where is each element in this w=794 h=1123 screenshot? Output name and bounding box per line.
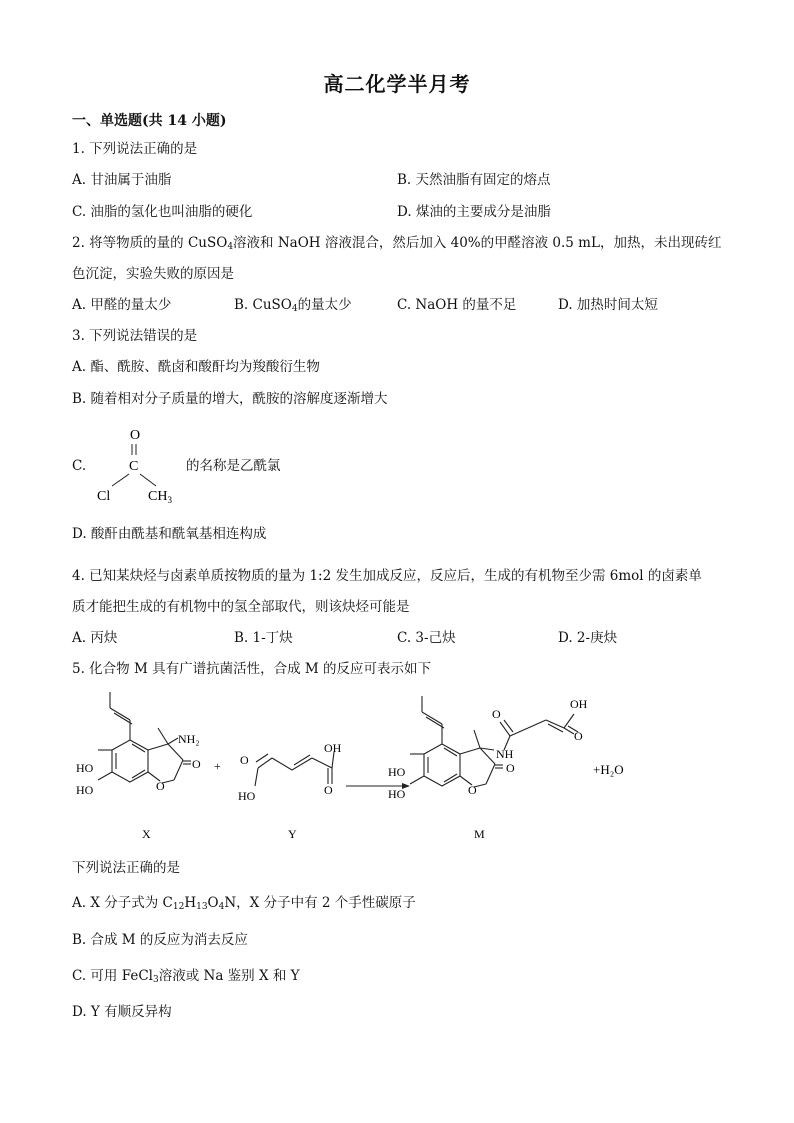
q2-stem: 2. 将等物质的量的 CuSO$_4$溶液和 NaOH 溶液混合，然后加入 40%的甲醛溶液 0.5 mL，加热，未出现砖红 <box>72 235 722 252</box>
q1-stem: 1. 下列说法正确的是 <box>72 141 198 157</box>
q4-stem-line2: 质才能把生成的有机物中的氢全部取代，则该炔烃可能是 <box>72 599 410 615</box>
q4-option-c: C. 3-己炔 <box>397 630 456 646</box>
q3-option-c-text: 的名称是乙酰氯 <box>186 458 281 474</box>
q3-option-b: B. 随着相对分子质量的增大，酰胺的溶解度逐渐增大 <box>72 391 388 407</box>
m-ho-bottom: HO <box>388 787 406 801</box>
q4-option-a: A. 丙炔 <box>72 630 118 646</box>
q2-option-b: B. CuSO$_4$的量太少 <box>234 297 352 314</box>
q3-option-c-label: C. <box>72 458 87 474</box>
q2-option-c: C. NaOH 的量不足 <box>397 297 517 313</box>
q5-option-d: D. Y 有顺反异构 <box>72 1004 172 1020</box>
q2-option-d: D. 加热时间太短 <box>558 297 658 313</box>
x-carbonyl-o: O <box>192 757 201 771</box>
q3-stem: 3. 下列说法错误的是 <box>72 328 198 344</box>
m-carbonyl-o: O <box>506 761 515 775</box>
y-o-right: O <box>324 783 333 797</box>
q1-option-b: B. 天然油脂有固定的熔点 <box>397 172 551 188</box>
q2-stem-line2: 色沉淀，实验失败的原因是 <box>72 266 234 282</box>
x-ho-top: HO <box>76 761 94 775</box>
label-m: M <box>474 827 485 841</box>
q3-option-a: A. 酯、酰胺、酰卤和酸酐均为羧酸衍生物 <box>72 359 320 375</box>
x-ho-bottom: HO <box>76 783 94 797</box>
section-heading: 一、单选题(共 14 小题) <box>72 113 227 129</box>
m-nh: NH <box>496 747 514 761</box>
m-oh: OH <box>570 697 588 711</box>
q2-option-a: A. 甲醛的量太少 <box>72 297 172 313</box>
struct-oxygen: O <box>130 428 141 443</box>
q5-option-a: A. X 分子式为 $C_{12}H_{13}O_4N$，X 分子中有 2 个手性碳原子 <box>72 895 416 912</box>
q5-question: 下列说法正确的是 <box>72 860 180 876</box>
q1-option-d: D. 煤油的主要成分是油脂 <box>397 204 551 220</box>
q1-option-c: C. 油脂的氢化也叫油脂的硬化 <box>72 204 253 220</box>
page-title: 高二化学半月考 <box>323 72 471 96</box>
q4-stem: 4. 已知某炔烃与卤素单质按物质的量为 1:2 发生加成反应，反应后，生成的有机物至少需 6mol 的卤素单 <box>72 568 702 584</box>
y-oh: OH <box>324 741 342 755</box>
q4-option-b: B. 1-丁炔 <box>234 630 293 646</box>
q5-option-b: B. 合成 M 的反应为消去反应 <box>72 932 248 948</box>
compound-y-drawing <box>255 752 334 786</box>
reaction-scheme <box>70 688 650 848</box>
plus-sign: + <box>214 759 221 773</box>
m-ring-o: O <box>468 783 477 797</box>
struct-carbon: C <box>129 459 139 474</box>
y-o-left: O <box>240 753 249 767</box>
water-product: +H₂O <box>593 762 624 777</box>
q1-option-a: A. 甘油属于油脂 <box>72 172 172 188</box>
y-ho: HO <box>238 789 256 803</box>
m-amide-o: O <box>492 707 501 721</box>
m-acid-o: O <box>574 729 583 743</box>
q4-option-d: D. 2-庚炔 <box>558 630 618 646</box>
x-ring-o: O <box>156 779 165 793</box>
q5-stem: 5. 化合物 M 具有广谱抗菌活性，合成 M 的反应可表示如下 <box>72 661 431 677</box>
label-x: X <box>142 827 151 841</box>
acetyl-chloride-structure <box>92 422 187 507</box>
struct-chlorine: Cl <box>97 489 111 504</box>
struct-methyl: $CH_3$ <box>148 489 172 505</box>
q3-option-d: D. 酸酐由酰基和酰氧基相连构成 <box>72 526 267 542</box>
label-y: Y <box>288 827 297 841</box>
m-ho-top: HO <box>388 765 406 779</box>
q5-option-c: C. 可用 FeCl$_3$溶液或 Na 鉴别 X 和 Y <box>72 968 300 985</box>
x-nh2: NH₂ <box>178 732 200 746</box>
